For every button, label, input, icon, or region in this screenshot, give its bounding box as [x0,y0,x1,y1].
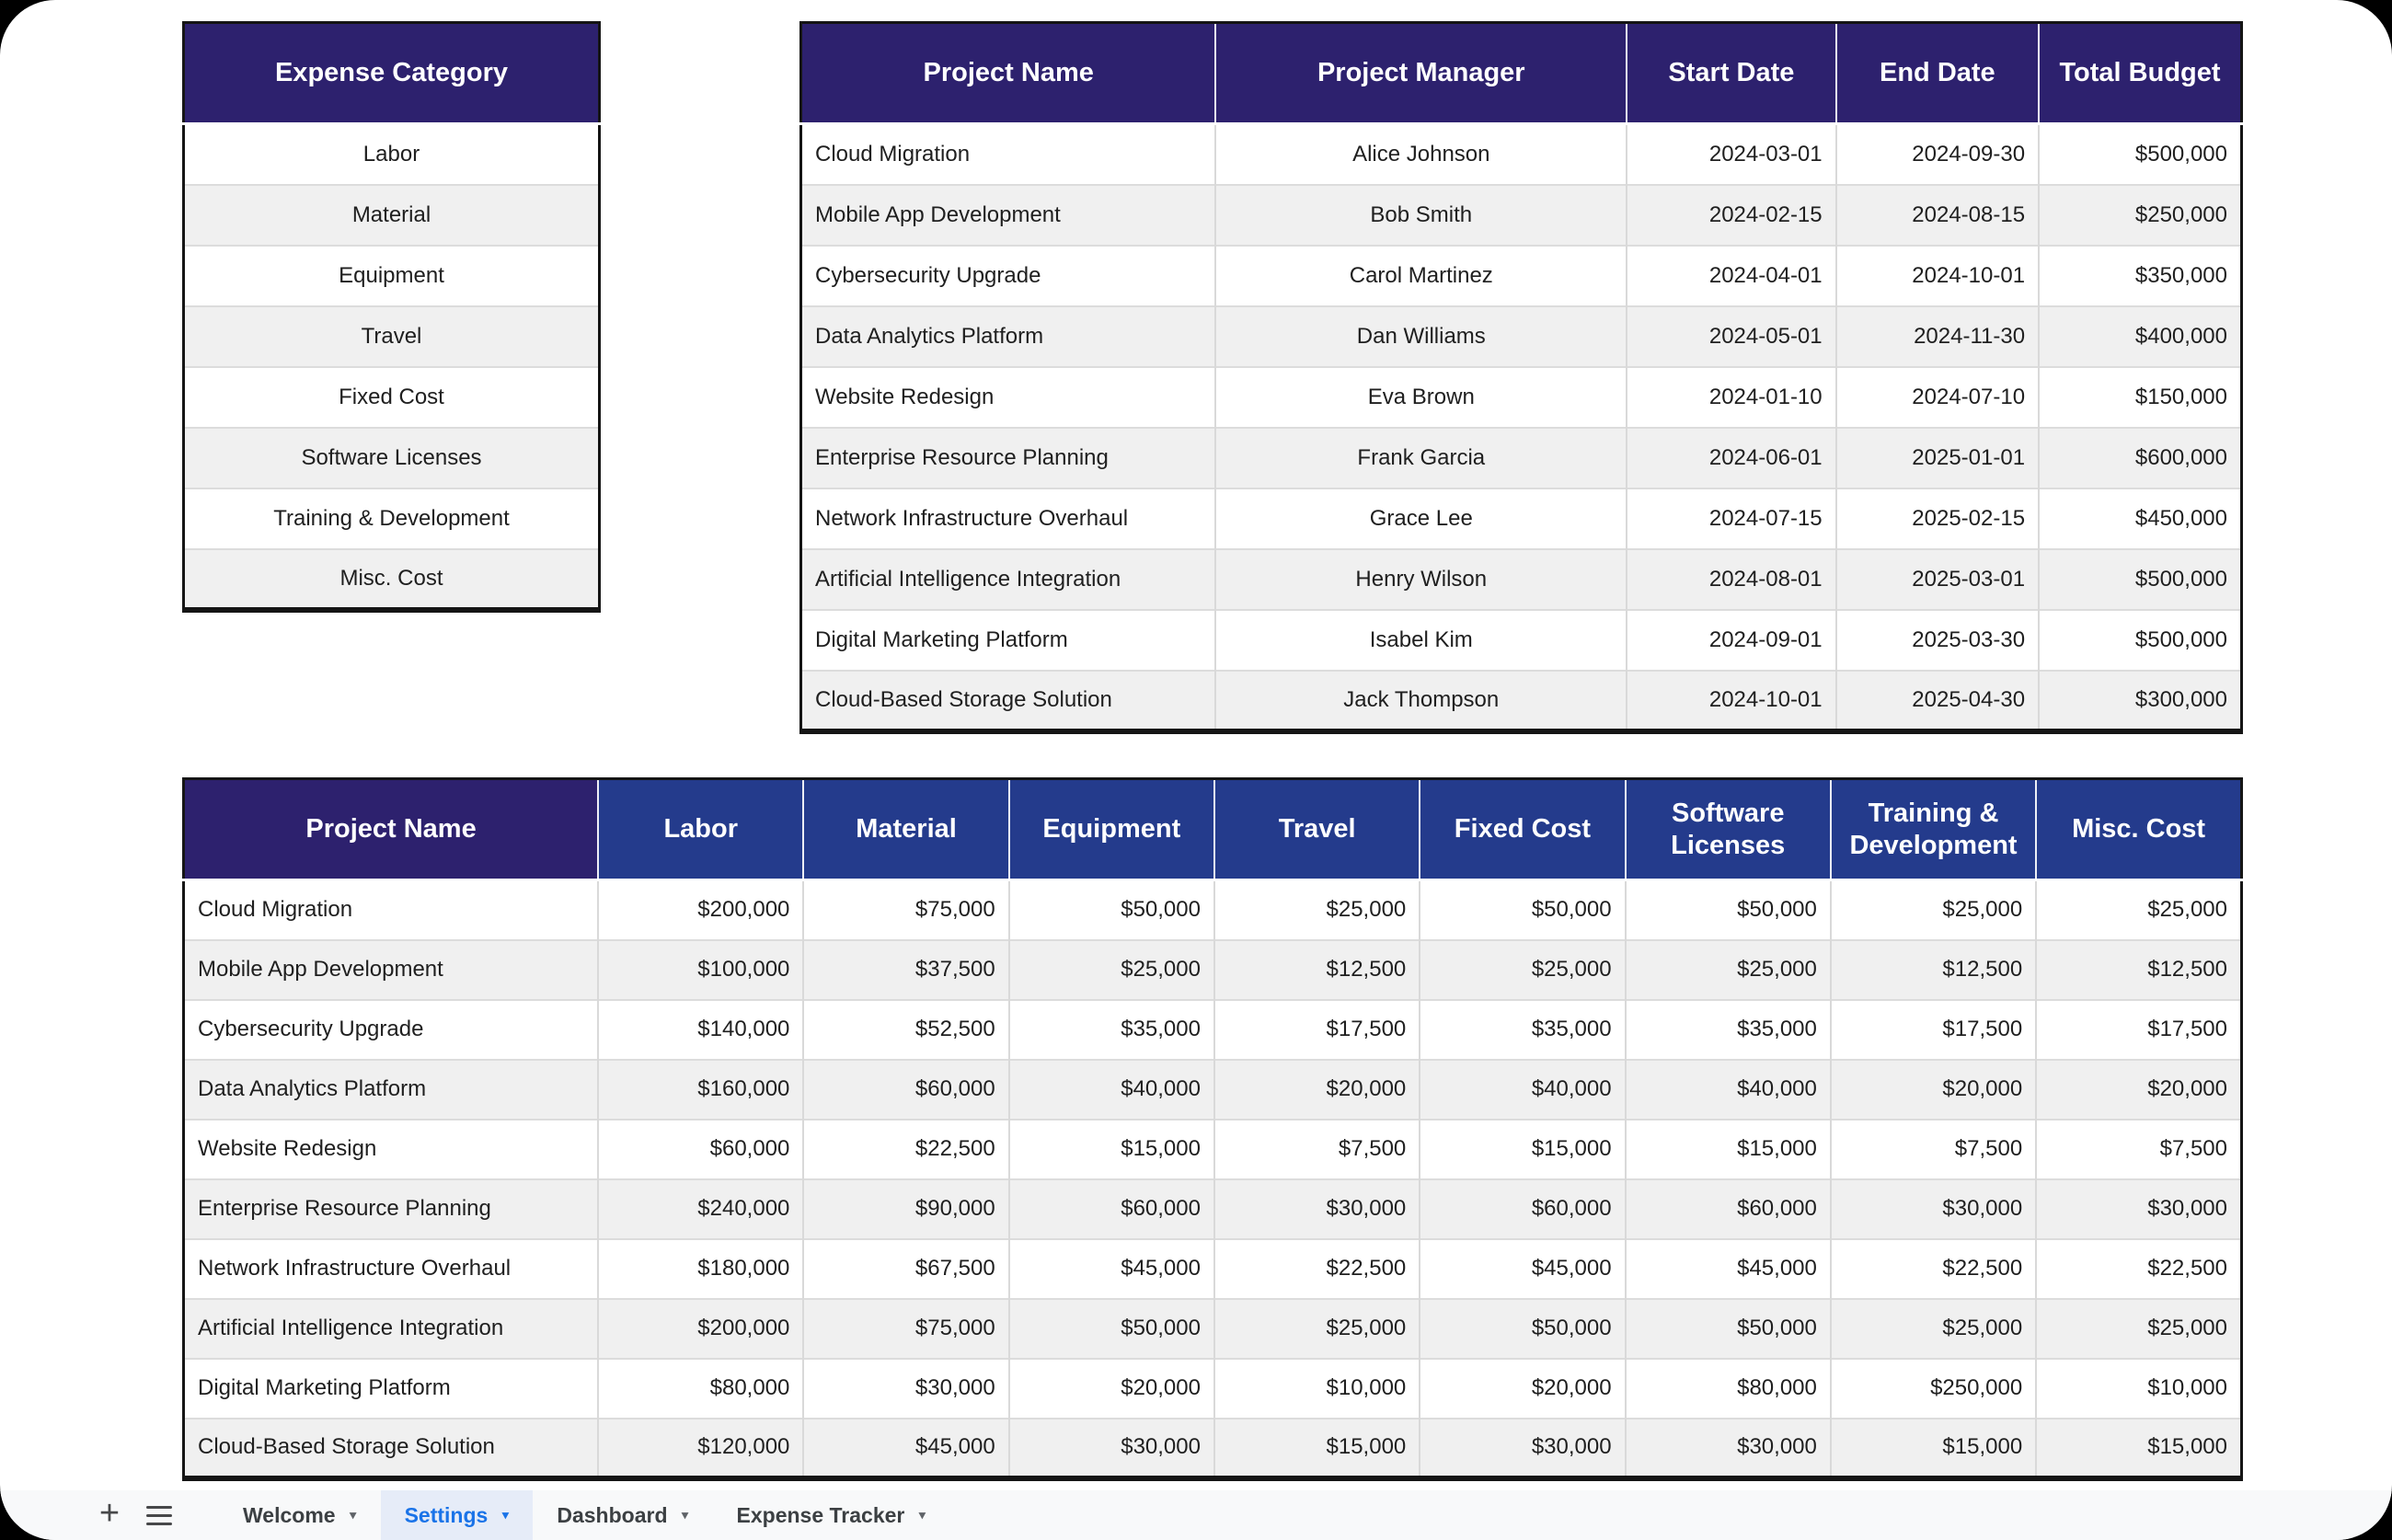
table-cell[interactable]: $50,000 [1626,880,1831,940]
table-cell[interactable]: $150,000 [2039,367,2241,428]
table-cell[interactable]: 2024-08-15 [1836,185,2039,246]
table-row [184,1419,2242,1478]
table-cell[interactable]: Data Analytics Platform [801,306,1216,367]
table-cell[interactable]: Mobile App Development [801,185,1216,246]
table-row [801,124,2242,185]
table-cell[interactable]: Data Analytics Platform [184,1060,599,1120]
column-header[interactable]: Project Manager [1215,23,1627,124]
table-cell[interactable]: $35,000 [1420,1000,1625,1060]
table-cell[interactable]: 2024-01-10 [1627,367,1835,428]
table-row [184,940,2242,1000]
column-header[interactable]: Fixed Cost [1420,779,1625,880]
table-cell[interactable]: $15,000 [1420,1120,1625,1179]
table-cell[interactable]: $20,000 [1420,1359,1625,1419]
table-cell[interactable]: $22,500 [803,1120,1008,1179]
table-row [801,549,2242,610]
table-cell[interactable]: Henry Wilson [1215,549,1627,610]
table-cell[interactable]: $40,000 [1420,1060,1625,1120]
table-cell[interactable]: Website Redesign [801,367,1216,428]
table-cell[interactable]: Software Licenses [184,428,600,488]
table-row [801,610,2242,671]
table-cell[interactable]: $7,500 [1214,1120,1420,1179]
chevron-down-icon[interactable]: ▾ [918,1508,926,1523]
table-cell[interactable]: $100,000 [598,940,803,1000]
table-cell[interactable]: Cloud Migration [815,141,971,167]
table-cell[interactable]: Enterprise Resource Planning [801,428,1216,488]
all-sheets-button[interactable] [138,1490,180,1540]
table-cell[interactable]: $25,000 [1831,1299,2036,1359]
table-row [801,185,2242,246]
table-cell[interactable]: $25,000 [1214,880,1420,940]
table-row [184,488,600,549]
table-cell[interactable]: $500,000 [2039,610,2241,671]
table-cell[interactable]: $500,000 [2039,549,2241,610]
table-row [184,1179,2242,1239]
table-cell[interactable]: 2024-09-01 [1627,610,1835,671]
table-cell[interactable]: $180,000 [598,1239,803,1299]
column-header[interactable]: Equipment [1009,779,1214,880]
table-cell[interactable]: Cloud-Based Storage Solution [184,1419,599,1478]
header-row [184,23,600,124]
table-cell[interactable]: $20,000 [1831,1060,2036,1120]
table-cell[interactable]: $45,000 [1626,1239,1831,1299]
table-cell[interactable]: $15,000 [1214,1419,1420,1478]
table-cell[interactable]: $80,000 [1626,1359,1831,1419]
table-cell[interactable]: $30,000 [803,1359,1008,1419]
table-row [184,1299,2242,1359]
table-cell[interactable]: 2024-06-01 [1627,428,1835,488]
table-cell[interactable]: Website Redesign [184,1120,599,1179]
table-cell[interactable]: 2024-07-10 [1836,367,2039,428]
table-cell[interactable]: $25,000 [2036,880,2241,940]
table-row [184,428,600,488]
table-row [801,367,2242,428]
column-header[interactable]: Material [803,779,1008,880]
table-cell[interactable]: Carol Martinez [1215,246,1627,306]
tab-label: Dashboard [557,1502,668,1527]
table-cell[interactable]: $25,000 [2036,1299,2241,1359]
header-row [184,779,2242,880]
table-row [184,1239,2242,1299]
chevron-down-icon[interactable]: ▾ [349,1508,357,1523]
column-header[interactable]: Software Licenses [1626,779,1831,880]
table-cell[interactable]: $200,000 [598,1299,803,1359]
table-cell[interactable]: Misc. Cost [184,549,600,610]
table-cell[interactable]: $12,500 [1214,940,1420,1000]
table-cell[interactable]: $40,000 [1626,1060,1831,1120]
table-cell[interactable]: Artificial Intelligence Integration [184,1299,599,1359]
table-cell[interactable]: $15,000 [1009,1120,1214,1179]
table-cell[interactable]: $80,000 [598,1359,803,1419]
table-cell[interactable]: $50,000 [1009,880,1214,940]
table-cell[interactable]: $25,000 [1626,940,1831,1000]
table-cell[interactable]: $15,000 [1831,1419,2036,1478]
table-cell[interactable]: Jack Thompson [1215,671,1627,731]
column-header[interactable]: Start Date [1627,23,1835,124]
tab-label: Settings [404,1502,489,1527]
project-expense-table [182,777,2243,1481]
table-cell[interactable]: 2024-08-01 [1627,549,1835,610]
sheet-tab-expense-tracker[interactable] [713,1490,950,1540]
table-cell[interactable]: $300,000 [2039,671,2241,731]
table-cell[interactable]: $90,000 [803,1179,1008,1239]
table-cell[interactable]: $30,000 [1420,1419,1625,1478]
table-cell[interactable]: Cloud-Based Storage Solution [801,671,1216,731]
table-cell[interactable]: Cybersecurity Upgrade [801,246,1216,306]
table-row [184,549,600,610]
table-cell[interactable]: $45,000 [1009,1239,1214,1299]
table-cell[interactable]: $45,000 [803,1419,1008,1478]
table-cell[interactable]: Cloud Migration [198,897,353,923]
table-cell[interactable]: $50,000 [1009,1299,1214,1359]
column-header[interactable]: Misc. Cost [2036,779,2241,880]
table-cell[interactable]: Fixed Cost [184,367,600,428]
table-cell[interactable]: $140,000 [598,1000,803,1060]
table-cell[interactable]: $600,000 [2039,428,2241,488]
column-header[interactable]: Project Name [184,779,599,880]
table-cell[interactable]: 2024-03-01 [1627,124,1835,185]
table-cell[interactable]: $15,000 [1626,1120,1831,1179]
table-row [801,428,2242,488]
table-row [184,880,2242,940]
table-cell[interactable]: $25,000 [1009,940,1214,1000]
table-cell[interactable]: $60,000 [1626,1179,1831,1239]
table-row [801,306,2242,367]
table-cell[interactable]: $67,500 [803,1239,1008,1299]
table-cell[interactable]: Material [184,185,600,246]
column-header[interactable]: Total Budget [2039,23,2241,124]
table-cell[interactable]: 2024-10-01 [1836,246,2039,306]
table-cell[interactable]: $25,000 [1831,880,2036,940]
table-cell[interactable]: $50,000 [1420,880,1625,940]
table-cell[interactable]: Digital Marketing Platform [184,1359,599,1419]
tab-label: Expense Tracker [736,1502,905,1527]
table-cell[interactable]: $30,000 [1831,1179,2036,1239]
table-cell[interactable]: $75,000 [803,1299,1008,1359]
table-cell[interactable]: $350,000 [2039,246,2241,306]
table-cell[interactable]: $60,000 [598,1120,803,1179]
table-cell[interactable]: $37,500 [803,940,1008,1000]
table-row [801,488,2242,549]
sheet-tab-welcome[interactable] [219,1490,381,1540]
sheet-tab-bar [0,1490,2392,1540]
header-row [801,23,2242,124]
table-row [184,124,600,185]
table-cell[interactable]: $250,000 [1831,1359,2036,1419]
table-cell[interactable]: $60,000 [1420,1179,1625,1239]
table-cell[interactable]: $17,500 [1831,1000,2036,1060]
chevron-down-icon[interactable]: ▾ [501,1508,510,1523]
table-cell[interactable]: $10,000 [2036,1359,2241,1419]
table-cell[interactable]: $60,000 [1009,1179,1214,1239]
table-row [184,246,600,306]
column-header[interactable]: Travel [1214,779,1420,880]
table-cell[interactable]: $20,000 [1214,1060,1420,1120]
table-row [184,185,600,246]
table-cell[interactable]: Artificial Intelligence Integration [801,549,1216,610]
table-cell[interactable]: $22,500 [1214,1239,1420,1299]
table-cell[interactable]: $25,000 [1214,1299,1420,1359]
column-header[interactable]: Labor [598,779,803,880]
table-cell[interactable]: $200,000 [598,880,803,940]
table-cell[interactable]: Grace Lee [1215,488,1627,549]
projects-table [799,21,2243,734]
table-cell[interactable]: 2024-04-01 [1627,246,1835,306]
table-cell[interactable]: $450,000 [2039,488,2241,549]
table-cell[interactable]: 2024-05-01 [1627,306,1835,367]
table-cell[interactable]: Travel [184,306,600,367]
add-sheet-button[interactable] [88,1490,131,1540]
table-cell[interactable]: Equipment [184,246,600,306]
table-row [184,1060,2242,1120]
table-cell[interactable]: $30,000 [1009,1419,1214,1478]
table-cell[interactable]: $240,000 [598,1179,803,1239]
table-row [184,1000,2242,1060]
table-cell[interactable]: $500,000 [2039,124,2241,185]
all-sheets-icon [146,1506,172,1525]
table-cell[interactable]: Alice Johnson [1215,124,1627,185]
table-row [184,306,600,367]
table-cell[interactable]: $12,500 [1831,940,2036,1000]
table-cell[interactable]: $400,000 [2039,306,2241,367]
table-cell[interactable]: $160,000 [598,1060,803,1120]
table-cell[interactable]: $22,500 [2036,1239,2241,1299]
table-cell[interactable]: Isabel Kim [1215,610,1627,671]
table-cell[interactable]: 2025-03-30 [1836,610,2039,671]
table-cell[interactable]: $17,500 [1214,1000,1420,1060]
table-cell[interactable]: Digital Marketing Platform [801,610,1216,671]
table-cell[interactable]: $10,000 [1214,1359,1420,1419]
table-cell[interactable]: $7,500 [1831,1120,2036,1179]
sheet-tab-settings[interactable] [381,1490,534,1540]
table-cell[interactable]: $25,000 [1420,940,1625,1000]
table-cell[interactable]: Network Infrastructure Overhaul [801,488,1216,549]
table-cell[interactable]: Eva Brown [1215,367,1627,428]
table-cell[interactable]: Cybersecurity Upgrade [184,1000,599,1060]
table-cell[interactable]: $22,500 [1831,1239,2036,1299]
table-row [801,246,2242,306]
table-cell[interactable]: $30,000 [2036,1179,2241,1239]
column-header[interactable]: Expense Category [184,23,600,124]
chevron-down-icon[interactable]: ▾ [681,1508,689,1523]
table-cell[interactable]: Training & Development [184,488,600,549]
table-cell[interactable]: Frank Garcia [1215,428,1627,488]
table-row [801,671,2242,731]
column-header[interactable]: End Date [1836,23,2039,124]
table-cell[interactable]: 2025-03-01 [1836,549,2039,610]
sheet-tab-dashboard[interactable] [533,1490,712,1540]
sheet-tab-list [219,1490,949,1540]
table-cell[interactable]: $60,000 [803,1060,1008,1120]
table-row [184,367,600,428]
table-cell[interactable]: 2024-09-30 [1836,124,2039,185]
table-cell[interactable]: 2024-10-01 [1627,671,1835,731]
tab-label: Welcome [243,1502,336,1527]
column-header[interactable]: Project Name [801,23,1216,124]
table-cell[interactable]: $45,000 [1420,1239,1625,1299]
table-cell[interactable]: $20,000 [1009,1359,1214,1419]
table-cell[interactable]: 2025-02-15 [1836,488,2039,549]
table-cell[interactable]: $35,000 [1009,1000,1214,1060]
table-cell[interactable]: $50,000 [1626,1299,1831,1359]
table-cell[interactable]: Labor [362,141,420,167]
table-cell[interactable]: $120,000 [598,1419,803,1478]
table-cell[interactable]: $30,000 [1626,1419,1831,1478]
table-cell[interactable]: $12,500 [2036,940,2241,1000]
table-cell[interactable]: $20,000 [2036,1060,2241,1120]
table-cell[interactable]: Enterprise Resource Planning [184,1179,599,1239]
table-cell[interactable]: 2025-04-30 [1836,671,2039,731]
table-cell[interactable]: 2025-01-01 [1836,428,2039,488]
table-cell[interactable]: $75,000 [803,880,1008,940]
table-cell[interactable]: $40,000 [1009,1060,1214,1120]
table-cell[interactable]: Network Infrastructure Overhaul [184,1239,599,1299]
expense-category-table [182,21,601,613]
table-cell[interactable]: $15,000 [2036,1419,2241,1478]
table-cell[interactable]: $250,000 [2039,185,2241,246]
table-cell[interactable]: 2024-11-30 [1836,306,2039,367]
table-row [184,1120,2242,1179]
table-cell[interactable]: 2024-02-15 [1627,185,1835,246]
table-cell[interactable]: Mobile App Development [184,940,599,1000]
table-cell[interactable]: $7,500 [2036,1120,2241,1179]
table-row [184,1359,2242,1419]
plus-icon: + [98,1494,121,1533]
table-cell[interactable]: $35,000 [1626,1000,1831,1060]
table-cell[interactable]: $30,000 [1214,1179,1420,1239]
table-cell[interactable]: 2024-07-15 [1627,488,1835,549]
table-cell[interactable]: $52,500 [803,1000,1008,1060]
table-cell[interactable]: $17,500 [2036,1000,2241,1060]
table-cell[interactable]: $50,000 [1420,1299,1625,1359]
table-cell[interactable]: Dan Williams [1215,306,1627,367]
column-header[interactable]: Training & Development [1831,779,2036,880]
table-cell[interactable]: Bob Smith [1215,185,1627,246]
